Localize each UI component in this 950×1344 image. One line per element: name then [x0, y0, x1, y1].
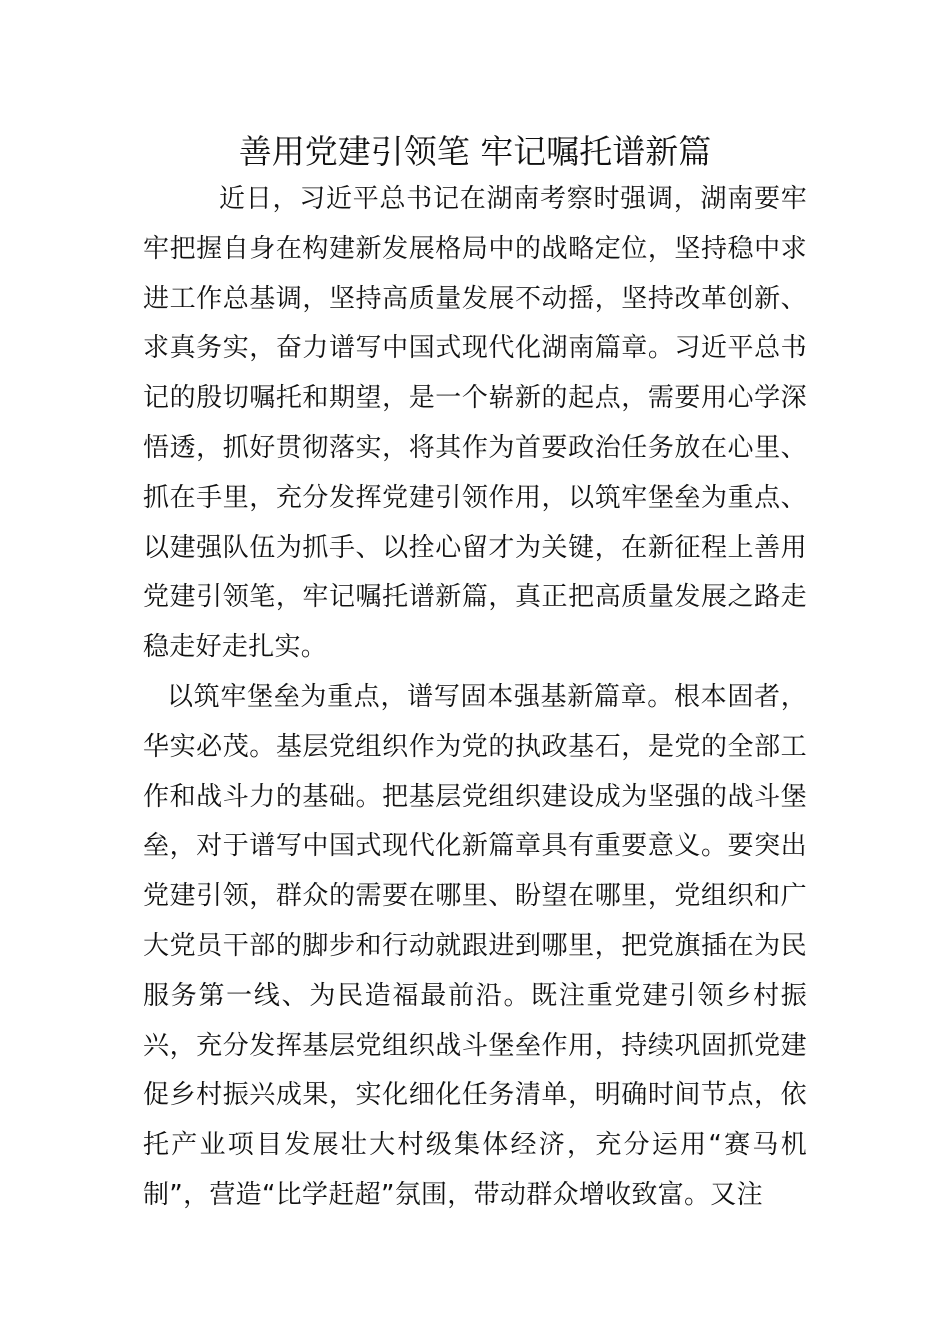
paragraph-intro: 近日，习近平总书记在湖南考察时强调，湖南要牢牢把握自身在构建新发展格局中的战略定位，坚持稳中求进工作总基调，坚持高质量发展不动摇，坚持改革创新、求真务实，奋力谱写中国式现代化湖南篇章。习近平总书记的殷切嘱托和期望，是一个崭新的起点，需要用心学深悟透，抓好贯彻落实，将其作为首要政治任务放在心里、抓在手里，充分发挥党建引领作用，以筑牢堡垒为重点、以建强队伍为抓手、以拴心留才为关键，在新征程上善用党建引领笔，牢记嘱托谱新篇，真正把高质量发展之路走稳走好走扎实。 — [143, 184, 807, 663]
paragraph-section-1: 以筑牢堡垒为重点，谱写固本强基新篇章。根本固者，华实必茂。基层党组织作为党的执政基石，是党的全部工作和战斗力的基础。把基层党组织建设成为坚强的战斗堡垒，对于谱写中国式现代化新篇章具有重要意义。要突出党建引领，群众的需要在哪里、盼望在哪里，党组织和广大党员干部的脚步和行动就跟进到哪里，把党旗插在为民服务第一线、为民造福最前沿。既注重党建引领乡村振兴，充分发挥基层党组织战斗堡垒作用，持续巩固抓党建促乡村振兴成果，实化细化任务清单，明确时间节点，依托产业项目发展壮大村级集体经济，充分运用“赛马机制”，营造“比学赶超”氛围，带动群众增收致富。又注 — [143, 682, 807, 1210]
document-title: 善用党建引领笔 牢记嘱托谱新篇 — [238, 132, 712, 171]
